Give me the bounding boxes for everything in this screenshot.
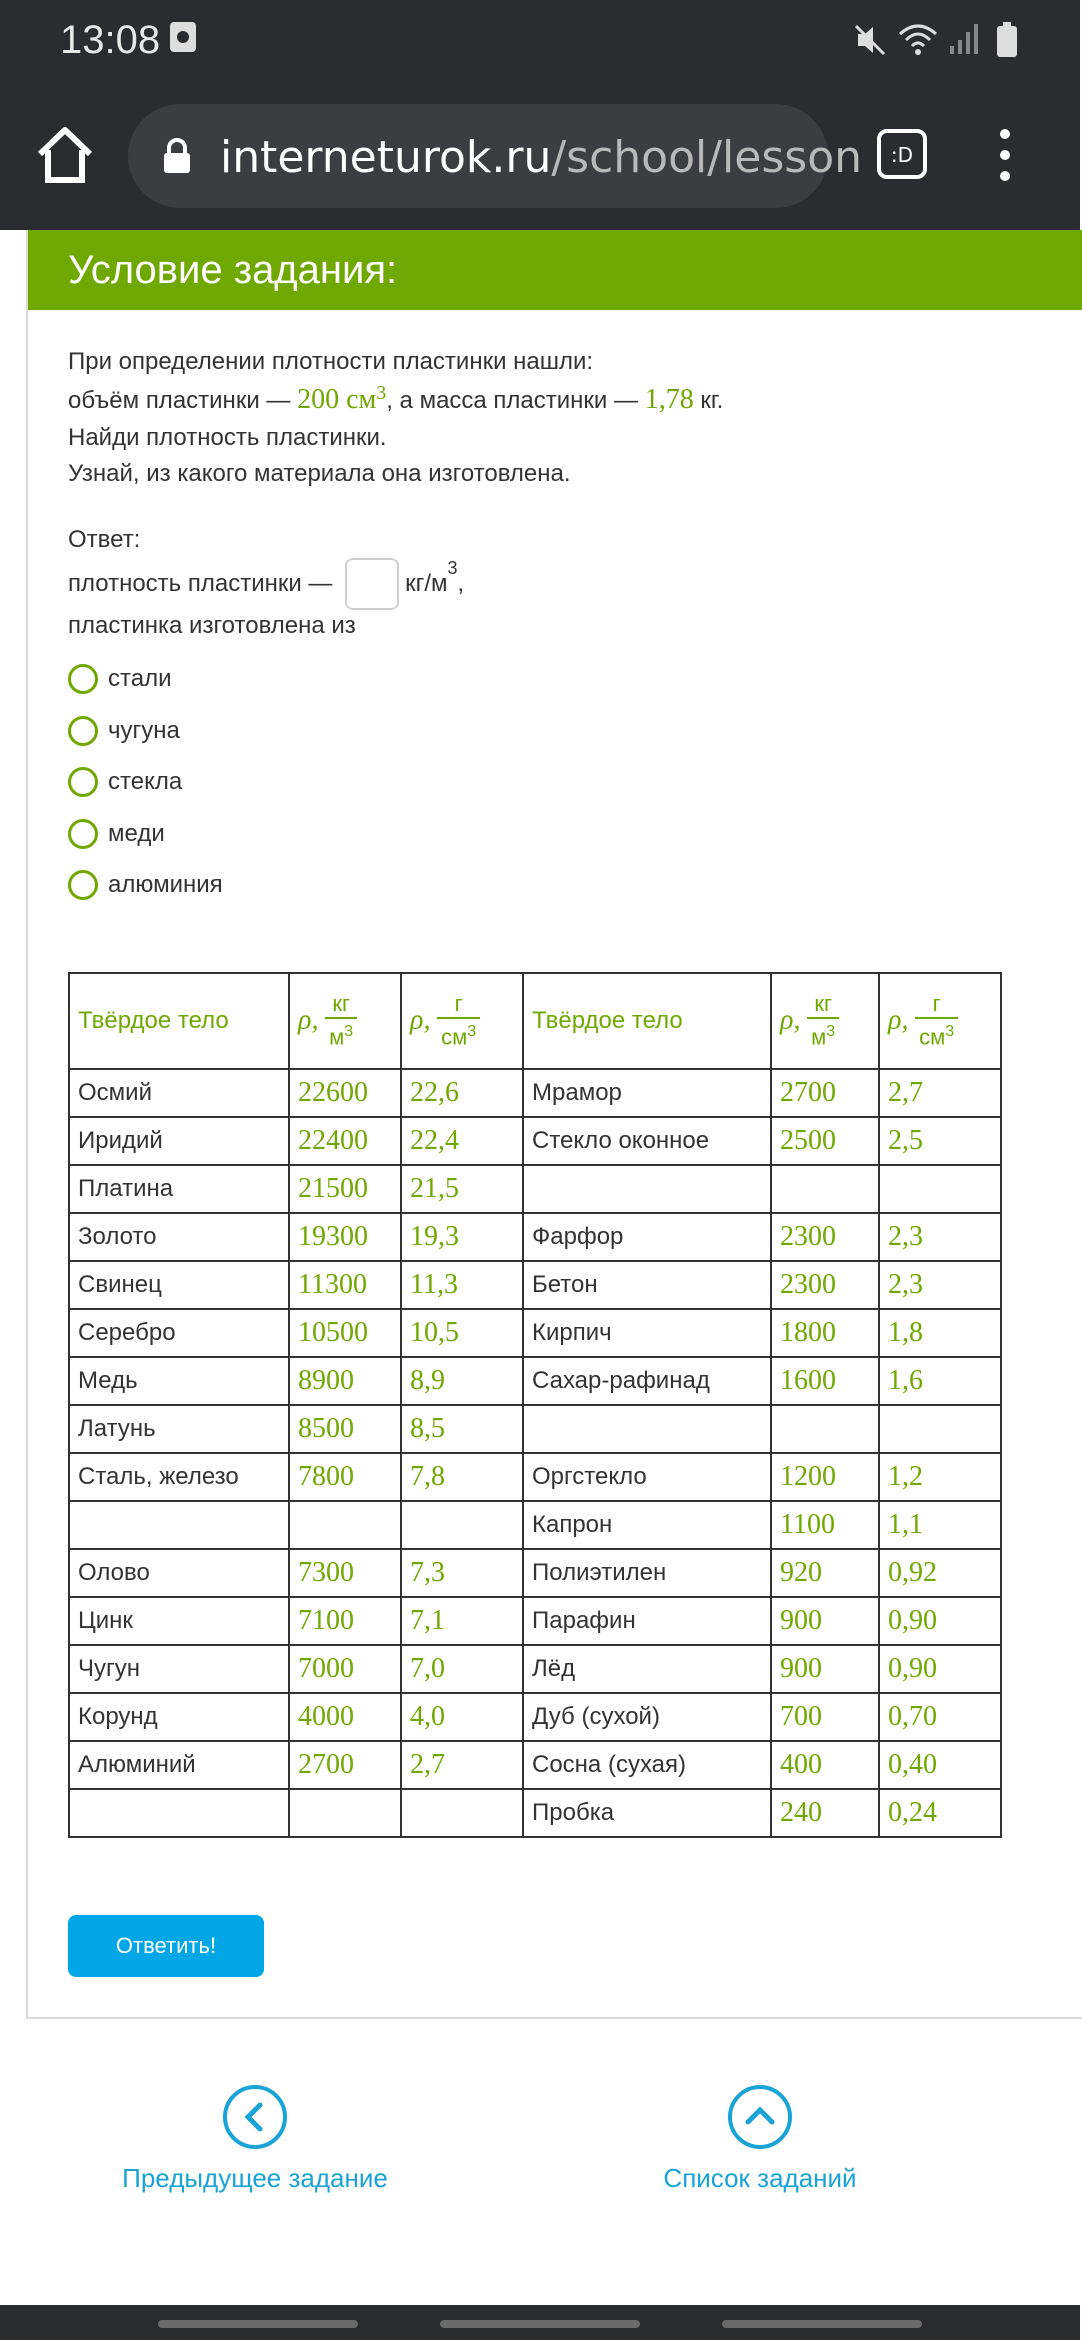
density-value-cell: 0,92	[879, 1549, 1001, 1597]
density-value-cell: 2,3	[879, 1261, 1001, 1309]
density-value-cell: 1800	[771, 1309, 879, 1357]
material-name-cell: Дуб (сухой)	[523, 1693, 771, 1741]
rho-symbol: ρ,	[888, 1005, 909, 1036]
table-row	[69, 1165, 1001, 1213]
density-value-cell: 2,3	[879, 1213, 1001, 1261]
submit-button[interactable]: Ответить!	[68, 1915, 264, 1977]
problem-line-4: Узнай, из какого материала она изготовлена.	[68, 460, 571, 487]
material-name-cell: Бетон	[523, 1261, 771, 1309]
material-name-cell: Осмий	[69, 1069, 289, 1117]
table-body	[69, 1069, 1001, 1837]
unit-denominator: $см^3$	[441, 1023, 477, 1050]
density-value-cell: 900	[771, 1597, 879, 1645]
battery-icon	[996, 22, 1018, 67]
material-name-cell: Пробка	[523, 1789, 771, 1837]
option-glass[interactable]	[68, 767, 182, 803]
density-value-cell: 8900	[289, 1357, 401, 1405]
table-row	[69, 1501, 1001, 1549]
density-value-cell	[771, 1405, 879, 1453]
material-name-cell: Цинк	[69, 1597, 289, 1645]
wifi-icon	[898, 22, 938, 67]
more-menu-icon[interactable]	[990, 124, 1020, 186]
task-list-label[interactable]: Список заданий	[663, 2163, 857, 2193]
density-input[interactable]	[345, 558, 399, 610]
task-card	[26, 230, 1082, 2019]
density-value-cell: 8,5	[401, 1405, 523, 1453]
density-value-cell: 0,70	[879, 1693, 1001, 1741]
density-value-cell	[771, 1165, 879, 1213]
density-value-cell	[401, 1501, 523, 1549]
density-value-cell: 7,8	[401, 1453, 523, 1501]
svg-text::D: :D	[890, 143, 914, 167]
chevron-left-icon[interactable]	[223, 2085, 287, 2149]
table-row	[69, 1357, 1001, 1405]
material-name-cell: Золото	[69, 1213, 289, 1261]
material-name-cell: Полиэтилен	[523, 1549, 771, 1597]
density-value-cell: 22600	[289, 1069, 401, 1117]
nav-handle[interactable]	[440, 2320, 640, 2328]
radio-button[interactable]	[68, 664, 98, 694]
unit-denominator: $см^3$	[919, 1023, 955, 1050]
density-value-cell: 400	[771, 1741, 879, 1789]
unit-fraction	[807, 991, 839, 1050]
density-value-cell: 2,7	[401, 1741, 523, 1789]
table-row	[69, 1789, 1001, 1837]
density-prefix: плотность пластинки —	[68, 570, 340, 597]
density-value-cell: 4,0	[401, 1693, 523, 1741]
density-value-cell	[289, 1789, 401, 1837]
material-name-cell: Медь	[69, 1357, 289, 1405]
material-name-cell: Капрон	[523, 1501, 771, 1549]
problem-text: кг.	[693, 387, 724, 414]
url-path: /school/lesson	[551, 132, 863, 183]
radio-button[interactable]	[68, 819, 98, 849]
density-value-cell: 1200	[771, 1453, 879, 1501]
address-bar[interactable]	[128, 104, 863, 208]
problem-line-1: При определении плотности пластинки нашли:	[68, 348, 594, 375]
density-value-cell: 7100	[289, 1597, 401, 1645]
density-value-cell: 21,5	[401, 1165, 523, 1213]
density-value-cell: 0,24	[879, 1789, 1001, 1837]
material-name-cell: Серебро	[69, 1309, 289, 1357]
density-value-cell: 2,7	[879, 1069, 1001, 1117]
mute-icon	[852, 22, 888, 67]
status-time: 13:08	[60, 18, 161, 62]
density-value-cell: 900	[771, 1645, 879, 1693]
unit-denominator: $м^3$	[329, 1023, 354, 1050]
density-value-cell: 0,90	[879, 1645, 1001, 1693]
material-name-cell: Мрамор	[523, 1069, 771, 1117]
rho-symbol: ρ,	[780, 1005, 801, 1036]
task-header	[28, 230, 1082, 310]
material-name-cell: Чугун	[69, 1645, 289, 1693]
material-name-cell: Лёд	[523, 1645, 771, 1693]
density-value-cell: 1600	[771, 1357, 879, 1405]
density-value-cell	[879, 1405, 1001, 1453]
material-name-cell	[69, 1501, 289, 1549]
material-name-cell: Кирпич	[523, 1309, 771, 1357]
option-cast-iron[interactable]	[68, 716, 180, 752]
option-steel[interactable]	[68, 664, 171, 700]
density-value-cell: 8,9	[401, 1357, 523, 1405]
density-suffix: ,	[457, 570, 465, 597]
density-value-cell: 2500	[771, 1117, 879, 1165]
density-value-cell: 1100	[771, 1501, 879, 1549]
answer-label: Ответ:	[68, 526, 141, 553]
density-value-cell: 2300	[771, 1213, 879, 1261]
density-value-cell: 1,1	[879, 1501, 1001, 1549]
material-name-cell: Оргстекло	[523, 1453, 771, 1501]
density-value-cell: 0,90	[879, 1597, 1001, 1645]
density-value-cell: 10500	[289, 1309, 401, 1357]
material-name-cell: Латунь	[69, 1405, 289, 1453]
material-prefix: пластинка изготовлена из	[68, 612, 356, 639]
table-row	[69, 1549, 1001, 1597]
header-solid-2: Твёрдое тело	[523, 973, 771, 1069]
table-row	[69, 1741, 1001, 1789]
url-text	[220, 132, 862, 183]
density-value-cell: 7,1	[401, 1597, 523, 1645]
density-value-cell	[289, 1501, 401, 1549]
density-answer-row	[68, 558, 464, 610]
table-row	[69, 1213, 1001, 1261]
unit-numerator: г	[915, 991, 958, 1019]
header-rho-kg-m3	[289, 973, 401, 1069]
task-title: Условие задания:	[68, 248, 398, 292]
table-row	[69, 1597, 1001, 1645]
density-value-cell: 1,8	[879, 1309, 1001, 1357]
material-name-cell: Иридий	[69, 1117, 289, 1165]
problem-text: объём пластинки —	[68, 387, 298, 414]
density-value-cell	[401, 1789, 523, 1837]
density-value-cell: 2,5	[879, 1117, 1001, 1165]
radio-button[interactable]	[68, 716, 98, 746]
density-value-cell: 2700	[289, 1741, 401, 1789]
radio-button[interactable]	[68, 767, 98, 797]
density-value-cell: 21500	[289, 1165, 401, 1213]
chevron-up-icon[interactable]	[728, 2085, 792, 2149]
density-value-cell: 19300	[289, 1213, 401, 1261]
density-value-cell: 7,3	[401, 1549, 523, 1597]
material-name-cell: Сахар-рафинад	[523, 1357, 771, 1405]
density-value-cell: 22400	[289, 1117, 401, 1165]
density-value-cell: 7000	[289, 1645, 401, 1693]
material-name-cell: Платина	[69, 1165, 289, 1213]
option-aluminum[interactable]	[68, 870, 223, 906]
density-value-cell: 700	[771, 1693, 879, 1741]
unit-fraction	[325, 991, 357, 1050]
table-row	[69, 1261, 1001, 1309]
home-icon[interactable]	[30, 120, 100, 190]
density-value-cell: 1,2	[879, 1453, 1001, 1501]
prev-task-link[interactable]	[110, 2085, 400, 2194]
unit-numerator: г	[437, 991, 480, 1019]
material-name-cell: Алюминий	[69, 1741, 289, 1789]
table-header-row	[69, 973, 1001, 1069]
task-list-link[interactable]	[640, 2085, 880, 2194]
option-label: стекла	[108, 768, 183, 795]
material-name-cell: Сосна (сухая)	[523, 1741, 771, 1789]
header-rho-kg-m3-2	[771, 973, 879, 1069]
material-name-cell: Олово	[69, 1549, 289, 1597]
table-row	[69, 1645, 1001, 1693]
density-value-cell: 11,3	[401, 1261, 523, 1309]
density-value-cell: 920	[771, 1549, 879, 1597]
material-name-cell	[69, 1789, 289, 1837]
mass-value: 1,78	[644, 384, 694, 415]
header-rho-g-cm3-2	[879, 973, 1001, 1069]
url-host: interneturok.ru	[220, 132, 552, 183]
nav-handle[interactable]	[722, 2320, 922, 2328]
browser-toolbar	[0, 80, 1080, 230]
density-value-cell	[879, 1165, 1001, 1213]
material-name-cell: Свинец	[69, 1261, 289, 1309]
rho-symbol: ρ,	[410, 1005, 431, 1036]
status-bar	[0, 0, 1080, 80]
prev-task-label[interactable]: Предыдущее задание	[122, 2163, 388, 2193]
density-value-cell: 7300	[289, 1549, 401, 1597]
density-value-cell: 4000	[289, 1693, 401, 1741]
problem-line-2	[68, 382, 723, 416]
unit-denominator: $м^3$	[811, 1023, 836, 1050]
table-row	[69, 1309, 1001, 1357]
density-value-cell: 11300	[289, 1261, 401, 1309]
volume-exponent: 3	[376, 382, 387, 404]
material-name-cell	[523, 1405, 771, 1453]
table-row	[69, 1693, 1001, 1741]
density-value-cell: 7,0	[401, 1645, 523, 1693]
volume-value: 200 см	[297, 384, 377, 415]
density-value-cell: 22,4	[401, 1117, 523, 1165]
option-label: чугуна	[108, 717, 180, 744]
header-rho-g-cm3	[401, 973, 523, 1069]
density-value-cell: 22,6	[401, 1069, 523, 1117]
density-unit: кг/м	[405, 570, 448, 597]
table-row	[69, 1405, 1001, 1453]
option-label: алюминия	[108, 871, 223, 898]
table-row	[69, 1069, 1001, 1117]
problem-line-3: Найди плотность пластинки.	[68, 424, 387, 451]
header-solid: Твёрдое тело	[69, 973, 289, 1069]
material-name-cell: Сталь, железо	[69, 1453, 289, 1501]
unit-numerator: кг	[325, 991, 357, 1019]
unit-numerator: кг	[807, 991, 839, 1019]
material-name-cell	[523, 1165, 771, 1213]
material-name-cell: Корунд	[69, 1693, 289, 1741]
density-value-cell: 0,40	[879, 1741, 1001, 1789]
table-row	[69, 1117, 1001, 1165]
unit-fraction	[915, 991, 958, 1050]
radio-button[interactable]	[68, 870, 98, 900]
density-value-cell: 1,6	[879, 1357, 1001, 1405]
option-copper[interactable]	[68, 819, 165, 855]
density-value-cell: 240	[771, 1789, 879, 1837]
density-value-cell: 2700	[771, 1069, 879, 1117]
material-name-cell: Стекло оконное	[523, 1117, 771, 1165]
nav-handle[interactable]	[158, 2320, 358, 2328]
density-value-cell: 7800	[289, 1453, 401, 1501]
material-name-cell: Парафин	[523, 1597, 771, 1645]
system-nav-bar	[0, 2305, 1080, 2340]
notification-icon	[168, 20, 198, 63]
rho-symbol: ρ,	[298, 1005, 319, 1036]
material-name-cell: Фарфор	[523, 1213, 771, 1261]
density-value-cell: 19,3	[401, 1213, 523, 1261]
density-value-cell: 8500	[289, 1405, 401, 1453]
lock-icon	[162, 138, 192, 174]
density-unit-exponent: 3	[447, 558, 458, 578]
table-row	[69, 1453, 1001, 1501]
density-value-cell: 10,5	[401, 1309, 523, 1357]
option-label: меди	[108, 820, 165, 847]
density-table	[68, 972, 1002, 1838]
problem-text: , а масса пластинки —	[386, 387, 645, 414]
tab-switcher-icon[interactable]	[876, 128, 928, 180]
unit-fraction	[437, 991, 480, 1050]
density-value-cell: 2300	[771, 1261, 879, 1309]
signal-icon	[948, 22, 980, 65]
option-label: стали	[108, 665, 172, 692]
